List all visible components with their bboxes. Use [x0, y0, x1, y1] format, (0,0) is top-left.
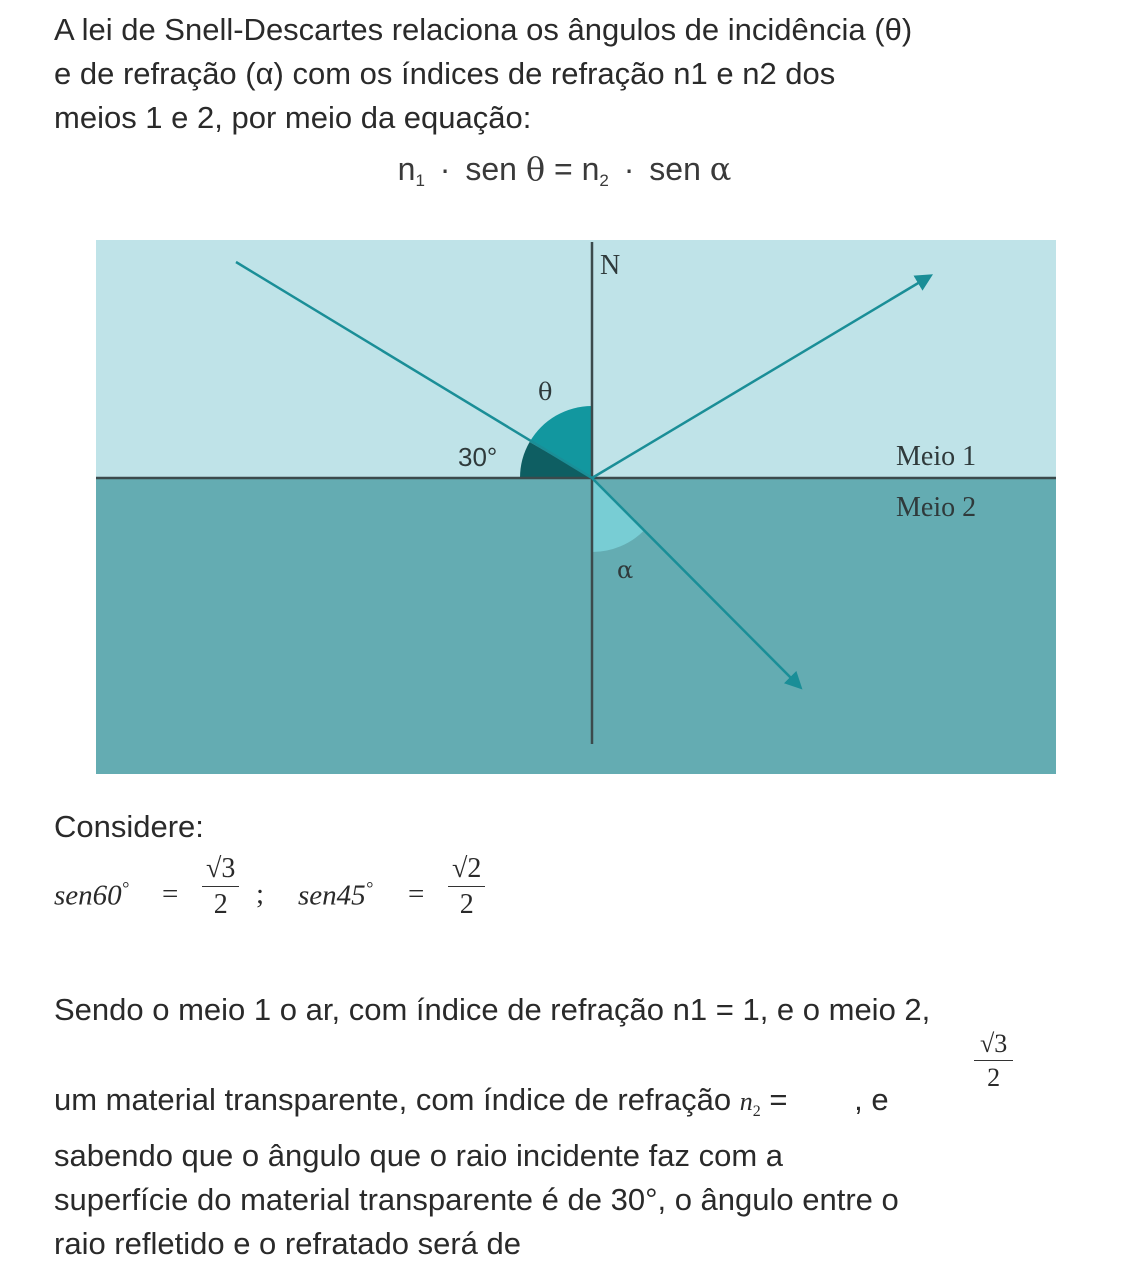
eq-n2: $n_2$	[581, 151, 609, 190]
eq-theta: θ	[525, 150, 546, 188]
refraction-diagram	[96, 240, 1056, 774]
snell-equation	[0, 150, 1129, 188]
sen60-text: sen60°	[54, 878, 129, 912]
sqrt2-over-2-fraction: $\frac{√2}{2}$	[448, 852, 485, 923]
semicolon: ;	[256, 878, 265, 910]
medium-2-label: Meio 2	[896, 492, 977, 523]
eq-alpha: α	[709, 150, 732, 188]
sqrt3-over-2-fraction: $\frac{√3}{2}$	[974, 1028, 1013, 1095]
problem-line-2: um material transparente, com índice de refração $n_2$ = , e $\frac{√3}{2}$	[54, 1078, 1124, 1134]
normal-label: N	[600, 250, 621, 281]
intro-line-2: e de refração (α) com os índices de refração n1 e n2 dos	[54, 56, 836, 91]
theta-label: θ	[538, 378, 553, 406]
problem-line-5: raio refletido e o refratado será de	[54, 1226, 521, 1262]
eq-dot: ·	[623, 151, 635, 187]
n2-symbol: $n_2$	[739, 1087, 761, 1121]
intro-line-3: meios 1 e 2, por meio da equação:	[54, 100, 532, 135]
problem-line-1: Sendo o meio 1 o ar, com índice de refração n1 = 1, e o meio 2,	[54, 992, 931, 1027]
problem-paragraph	[54, 988, 1124, 1266]
eq-n1: $n_1$	[397, 151, 425, 190]
eq-sen: sen	[465, 151, 517, 187]
intro-line-1: A lei de Snell-Descartes relaciona os ângulos de incidência (θ)	[54, 12, 913, 47]
eq-sign: =	[162, 878, 179, 910]
alpha-label: α	[617, 556, 634, 584]
problem-line-3: sabendo que o ângulo que o raio incidente faz com a	[54, 1138, 784, 1174]
eq-dot: ·	[439, 151, 451, 187]
eq-sen: sen	[649, 151, 701, 187]
given-values	[54, 846, 754, 946]
medium-1-label: Meio 1	[896, 441, 977, 472]
eq-sign: =	[408, 878, 425, 910]
considere-label: Considere:	[54, 809, 204, 844]
angle-30-label: 30°	[458, 442, 498, 472]
eq-equals: =	[553, 151, 573, 187]
problem-line-4: superfície do material transparente é de 30°, o ângulo entre o	[54, 1182, 899, 1218]
sen45-text: sen45°	[298, 878, 373, 912]
intro-paragraph	[54, 8, 1114, 140]
sqrt3-over-2-fraction: $\frac{√3}{2}$	[202, 852, 239, 923]
